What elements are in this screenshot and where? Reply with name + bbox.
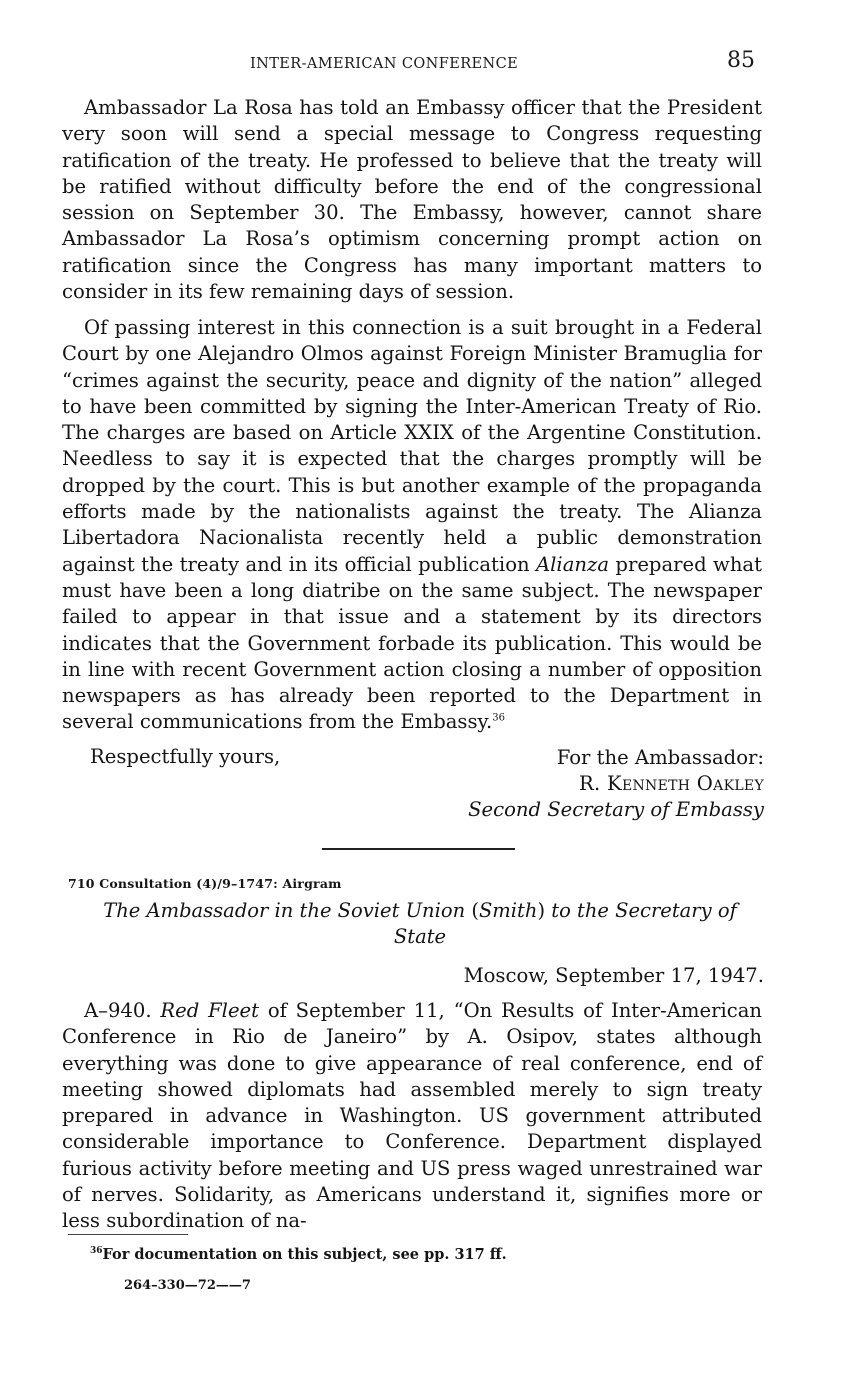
letter-paragraph-2 [62,315,762,736]
running-title: INTER-AMERICAN CONFERENCE [250,56,519,72]
airgram-paragraph [62,998,762,1235]
paragraph-text-part: Of passing interest in this connection is a suit brought in a Federal Court by one Alejandro Olmos against Foreign Minister Bramuglia for “crimes against the security, peace and dignity of the nation” alleged to have been committed by signing the Inter-American Treaty of Rio. The charges are based on Article XXIX of the Argentine Constitution. Needless to say it is expected that the charges promptly will be dropped by the court. This is but another example of the propaganda efforts made by the nationalists against the treaty. The Alianza Libertadora Nacionalista recently held a public demonstration against the treaty and in its official publication [62,316,762,576]
section-divider [322,848,515,850]
letter-paragraph-1 [62,95,762,305]
paragraph-text [62,998,762,1235]
airgram-number: A–940. [84,999,161,1022]
printer-code: 264–330—72——7 [124,1278,251,1293]
heading-text: to the Secretary of State [393,899,737,948]
page-number: 85 [727,48,755,73]
signature-title: Second Secretary of Embassy [468,798,764,821]
document-heading: The Ambassador in the Soviet Union (Smith) to the Secretary of State [103,899,737,948]
signature-block [460,745,764,823]
heading-name: Smith [478,899,538,922]
signature-name: R. Kenneth Oakley [578,772,764,795]
footnote-divider [68,1234,188,1235]
paragraph-text [62,315,762,736]
dateline: Moscow, September 17, 1947. [463,964,764,987]
complimentary-close: Respectfully yours, [90,745,281,768]
footnote [90,1246,507,1263]
paragraph-text: Ambassador La Rosa has told an Embassy officer that the President very soon will send a special message to Congress requesting ratification of the treaty. He professed to believe that the treaty will be ratified without difficulty before the end of the congressional session on September 30. The Embassy, however, cannot share Ambassador La Rosa’s optimism concerning prompt action on ratification since the Congress has many important matters to consider in its few remaining days of session. [62,96,762,304]
footnote-reference: 36 [492,712,505,724]
publication-name: Red Fleet [160,999,260,1022]
footnote-text: For documentation on this subject, see pp. 317 ff. [102,1246,507,1263]
file-reference: 710 Consultation (4)/9–1747: Airgram [68,876,342,891]
paragraph-text-part: prepared what must have been a long diatribe on the same subject. The newspaper failed to appear in that issue and a statement by its directors indicates that the Government forbade its publication. This would be in line with recent Government action closing a number of opposition newspapers as has already been reported to the Department in several communications from the Embassy. [62,552,762,734]
signature-line: For the Ambassador: [556,746,764,769]
publication-name: Alianza [536,552,610,576]
footnote-number: 36 [90,1246,103,1257]
heading-text: The Ambassador in the Soviet Union [103,899,472,922]
paragraph-text-part: of September 11, “On Results of Inter-American Conference in Rio de Janeiro” by A. Osipov, states although everything was done to give appearance of real conference, end of meeting showed diplomats had assembled merely to sign treaty prepared in advance in Washington. US government attributed considerable importance to Conference. Department displayed furious activity before meeting and US press waged unrestrained war of nerves. Solidarity, as Americans understand it, signifies more or less subordination of na- [62,999,762,1233]
